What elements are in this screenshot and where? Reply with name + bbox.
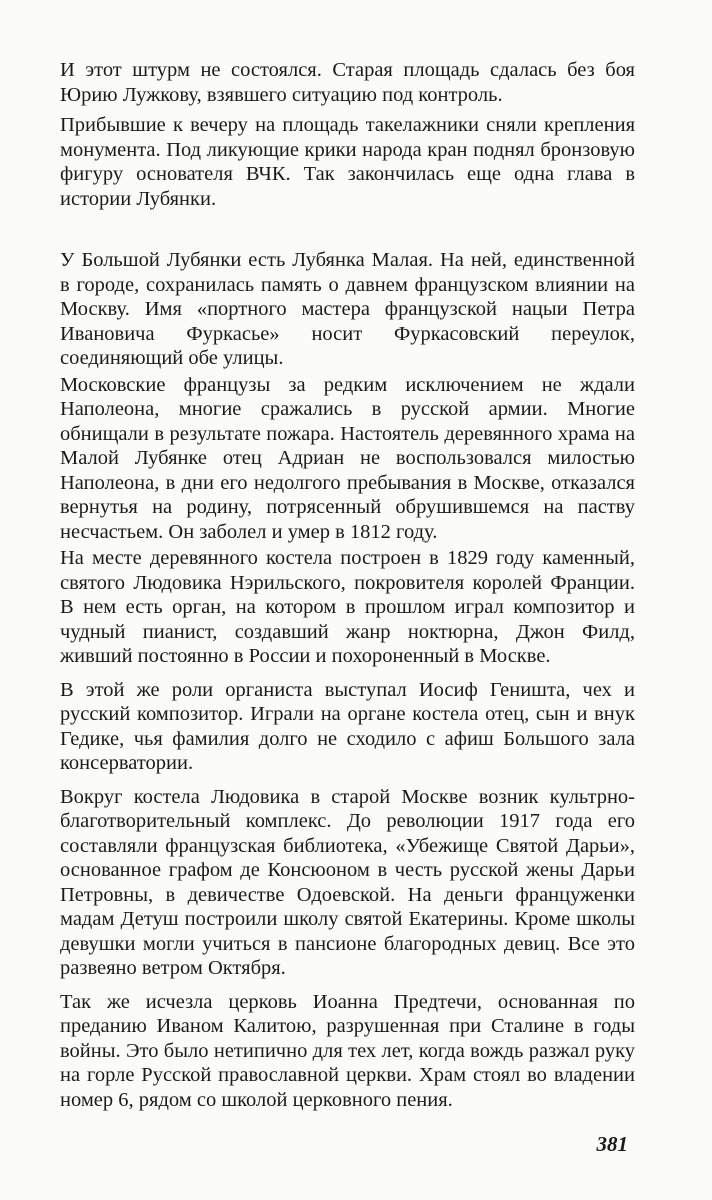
- page-number: 381: [596, 1132, 628, 1156]
- paragraph: На месте деревянного костела построен в 1829 году каменный, святого Людовика Нэрильского, покровителя королей Франции. В нем есть орган, на котором в прошлом играл композитор и чудный пианист, создавший жанр ноктюрна, Джон Филд, живший постоянно в России и похороненный в Москве.: [60, 547, 635, 667]
- paragraph: Московские французы за редким исключением не ждали Наполеона, многие сражались в русской армии. Многие обнищали в результате пожара. Настоятель деревянного храма на Малой Лубянке отец Адриан не воспользовался милостью Наполеона, в дни его недолгого пребывания в Москве, отказался вернутья на родину, потрясенный обрушившемся на паству несчастьем. Он заболел и умер в 1812 году.: [60, 373, 635, 543]
- paragraph: Вокруг костела Людовика в старой Москве возник культрно-благотворительный комплекс. До революции 1917 года его составляли французская библиотека, «Убежище Святой Дарьи», основанное графом де Консюоном в честь русской жены Дарьи Петровны, в девичестве Одоевской. На деньги француженки мадам Детуш построили школу святой Екатерины. Кроме школы девушки могли учиться в пансионе благородных девиц. Все это развеяно ветром Октября.: [60, 785, 635, 979]
- paragraph: У Большой Лубянки есть Лубянка Малая. На ней, единственной в городе, сохранилась память о давнем французском влиянии на Москву. Имя «портного мастера французской нацыи Петра Ивановича Фуркасье» носит Фуркасовский переулок, соединяющий обе улицы.: [60, 249, 635, 369]
- body-text: [60, 58, 635, 1121]
- paragraph: Так же исчезла церковь Иоанна Предтечи, основанная по преданию Иваном Калитою, разрушенная при Сталине в годы войны. Это было нетипично для тех лет, когда вождь разжал руку на горле Русской православной церкви. Храм стоял во владении номер 6, рядом со школой церковного пения.: [60, 990, 635, 1111]
- paragraph: Прибывшие к вечеру на площадь такелажники сняли крепления монумента. Под ликующие крики народа кран поднял бронзовую фигуру основателя ВЧК. Так закончилась еще одна глава в истории Лубянки.: [60, 114, 635, 210]
- section-break: [60, 220, 635, 248]
- paragraph: И этот штурм не состоялся. Старая площадь сдалась без боя Юрию Лужкову, взявшего ситуацию под контроль.: [60, 59, 635, 106]
- paragraph: В этой же роли органиста выступал Иосиф Геништа, чех и русский композитор. Играли на органе костела отец, сын и внук Гедике, чья фамилия долго не сходило с афиш Большого зала консерватории.: [60, 678, 635, 774]
